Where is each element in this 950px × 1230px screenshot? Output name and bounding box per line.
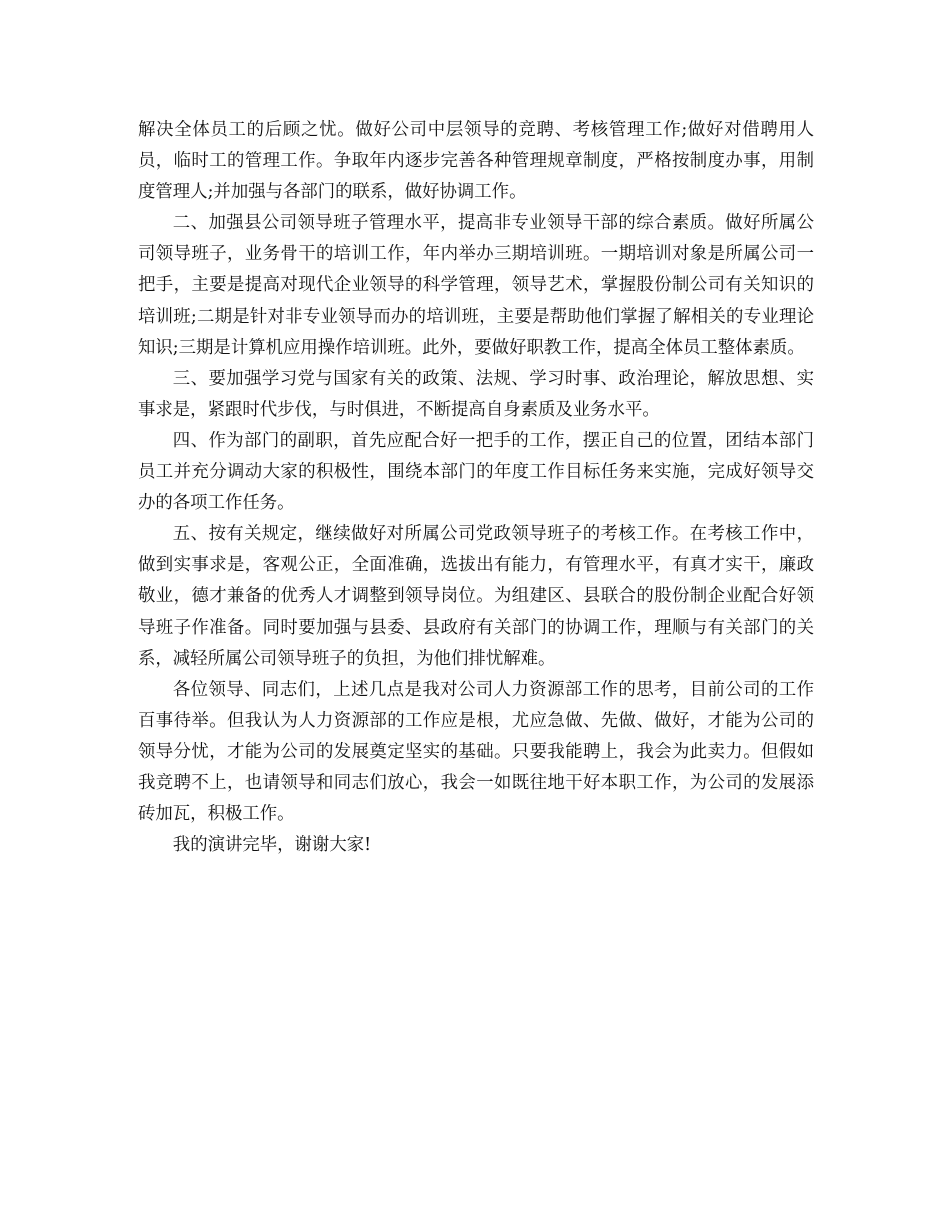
document-page [138, 115, 814, 861]
paragraph-item-5: 五、按有关规定，继续做好对所属公司党政领导班子的考核工作。在考核工作中，做到实事求是，客观公正，全面准确，选拔出有能力，有管理水平，有真才实干，廉政敬业，德才兼备的优秀人才调整到领导岗位。为组建区、县联合的股份制企业配合好领导班子作准备。同时要加强与县委、县政府有关部门的协调工作，理顺与有关部门的关系，减轻所属公司领导班子的负担，为他们排忧解难。 [138, 524, 814, 669]
paragraph-item-3: 三、要加强学习党与国家有关的政策、法规、学习时事、政治理论，解放思想、实事求是，紧跟时代步伐，与时俱进，不断提高自身素质及业务水平。 [138, 368, 814, 420]
paragraph-item-2: 二、加强县公司领导班子管理水平，提高非专业领导干部的综合素质。做好所属公司领导班子，业务骨干的培训工作，年内举办三期培训班。一期培训对象是所属公司一把手，主要是提高对现代企业领导的科学管理，领导艺术，掌握股份制公司有关知识的培训班;二期是针对非专业领导而办的培训班，主要是帮助他们掌握了解相关的专业理论知识;三期是计算机应用操作培训班。此外，要做好职教工作，提高全体员工整体素质。 [138, 213, 814, 358]
paragraph-closing: 各位领导、同志们，上述几点是我对公司人力资源部工作的思考，目前公司的工作百事待举。但我认为人力资源部的工作应是根，尤应急做、先做、做好，才能为公司的领导分忧，才能为公司的发展奠定坚实的基础。只要我能聘上，我会为此卖力。但假如我竞聘不上，也请领导和同志们放心，我会一如既往地干好本职工作，为公司的发展添砖加瓦，积极工作。 [138, 679, 814, 825]
paragraph-continuation: 解决全体员工的后顾之忧。做好公司中层领导的竞聘、考核管理工作;做好对借聘用人员，临时工的管理工作。争取年内逐步完善各种管理规章制度，严格按制度办事，用制度管理人;并加强与各部门的联系，做好协调工作。 [138, 120, 814, 203]
paragraph-thanks: 我的演讲完毕，谢谢大家! [172, 835, 372, 856]
paragraph-item-4: 四、作为部门的副职，首先应配合好一把手的工作，摆正自己的位置，团结本部门员工并充分调动大家的积极性，围绕本部门的年度工作目标任务来实施，完成好领导交办的各项工作任务。 [138, 430, 814, 514]
